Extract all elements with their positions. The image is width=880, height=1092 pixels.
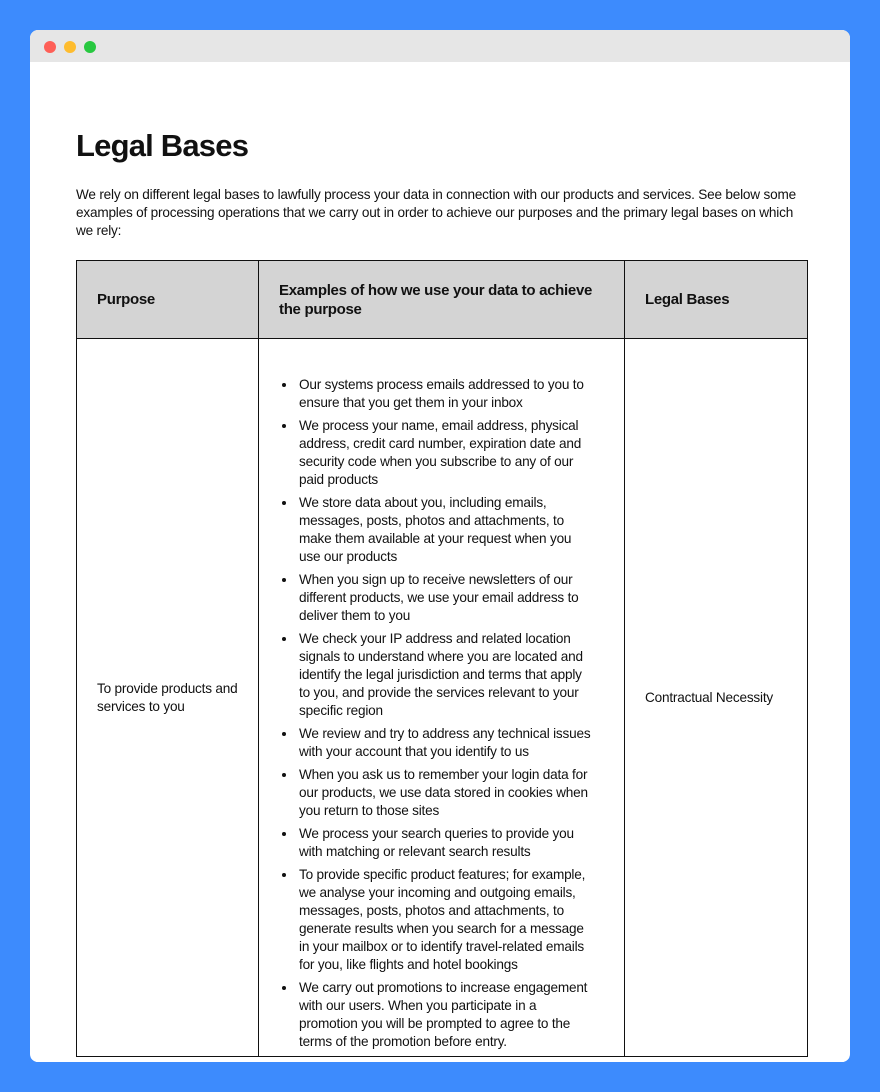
table-header-row [77,261,808,339]
minimize-window-button[interactable] [64,41,76,53]
intro-paragraph: We rely on different legal bases to lawfully process your data in connection with our products and services. See below some examples of processing operations that we carry out in order to achieve our purposes and the primary legal bases on which we rely: [76,187,796,238]
list-item: • We process your name, email address, physical address, credit card number, expiration date and security code when you subscribe to any of our paid products [297,417,594,489]
list-item: • To provide specific product features; for example, we analyse your incoming and outgoing emails, messages, posts, photos and attachments, to generate results when you search for a message in your mailbox or to identify travel-related emails for you, like flights and hotel bookings [297,866,594,974]
list-item: • We review and try to address any technical issues with your account that you identify to us [297,725,594,761]
list-item: • We check your IP address and related location signals to understand where you are located and identify the legal jurisdiction and terms that apply to you, and provide the services relevant to your specific region [297,630,594,720]
list-item: • We process your search queries to provide you with matching or relevant search results [297,825,594,861]
examples-list [279,376,594,1051]
list-item: • We store data about you, including emails, messages, posts, photos and attachments, to make them available at your request when you use our products [297,494,594,566]
examples-cell [259,339,625,1057]
list-item: • Our systems process emails addressed to you to ensure that you get them in your inbox [297,376,594,412]
column-header-legal-bases: Legal Bases [625,261,808,339]
purpose-cell: To provide products and services to you [77,339,259,1057]
window-bottom-margin [30,1057,850,1062]
list-item: • We carry out promotions to increase engagement with our users. When you participate in a promotion you will be prompted to agree to the terms of the promotion before entry. [297,979,594,1051]
list-item: • When you ask us to remember your login data for our products, we use data stored in cookies when you return to those sites [297,766,594,820]
column-header-examples: Examples of how we use your data to achieve the purpose [259,261,625,339]
browser-window [30,30,850,1062]
close-window-button[interactable] [44,41,56,53]
page-title: Legal Bases [76,128,249,163]
maximize-window-button[interactable] [84,41,96,53]
column-header-purpose: Purpose [77,261,259,339]
table-row [77,339,808,1057]
title-bar [30,30,850,62]
legal-bases-table [76,260,808,1057]
legal-basis-cell: Contractual Necessity [625,339,808,1057]
list-item: • When you sign up to receive newsletters of our different products, we use your email address to deliver them to you [297,571,594,625]
